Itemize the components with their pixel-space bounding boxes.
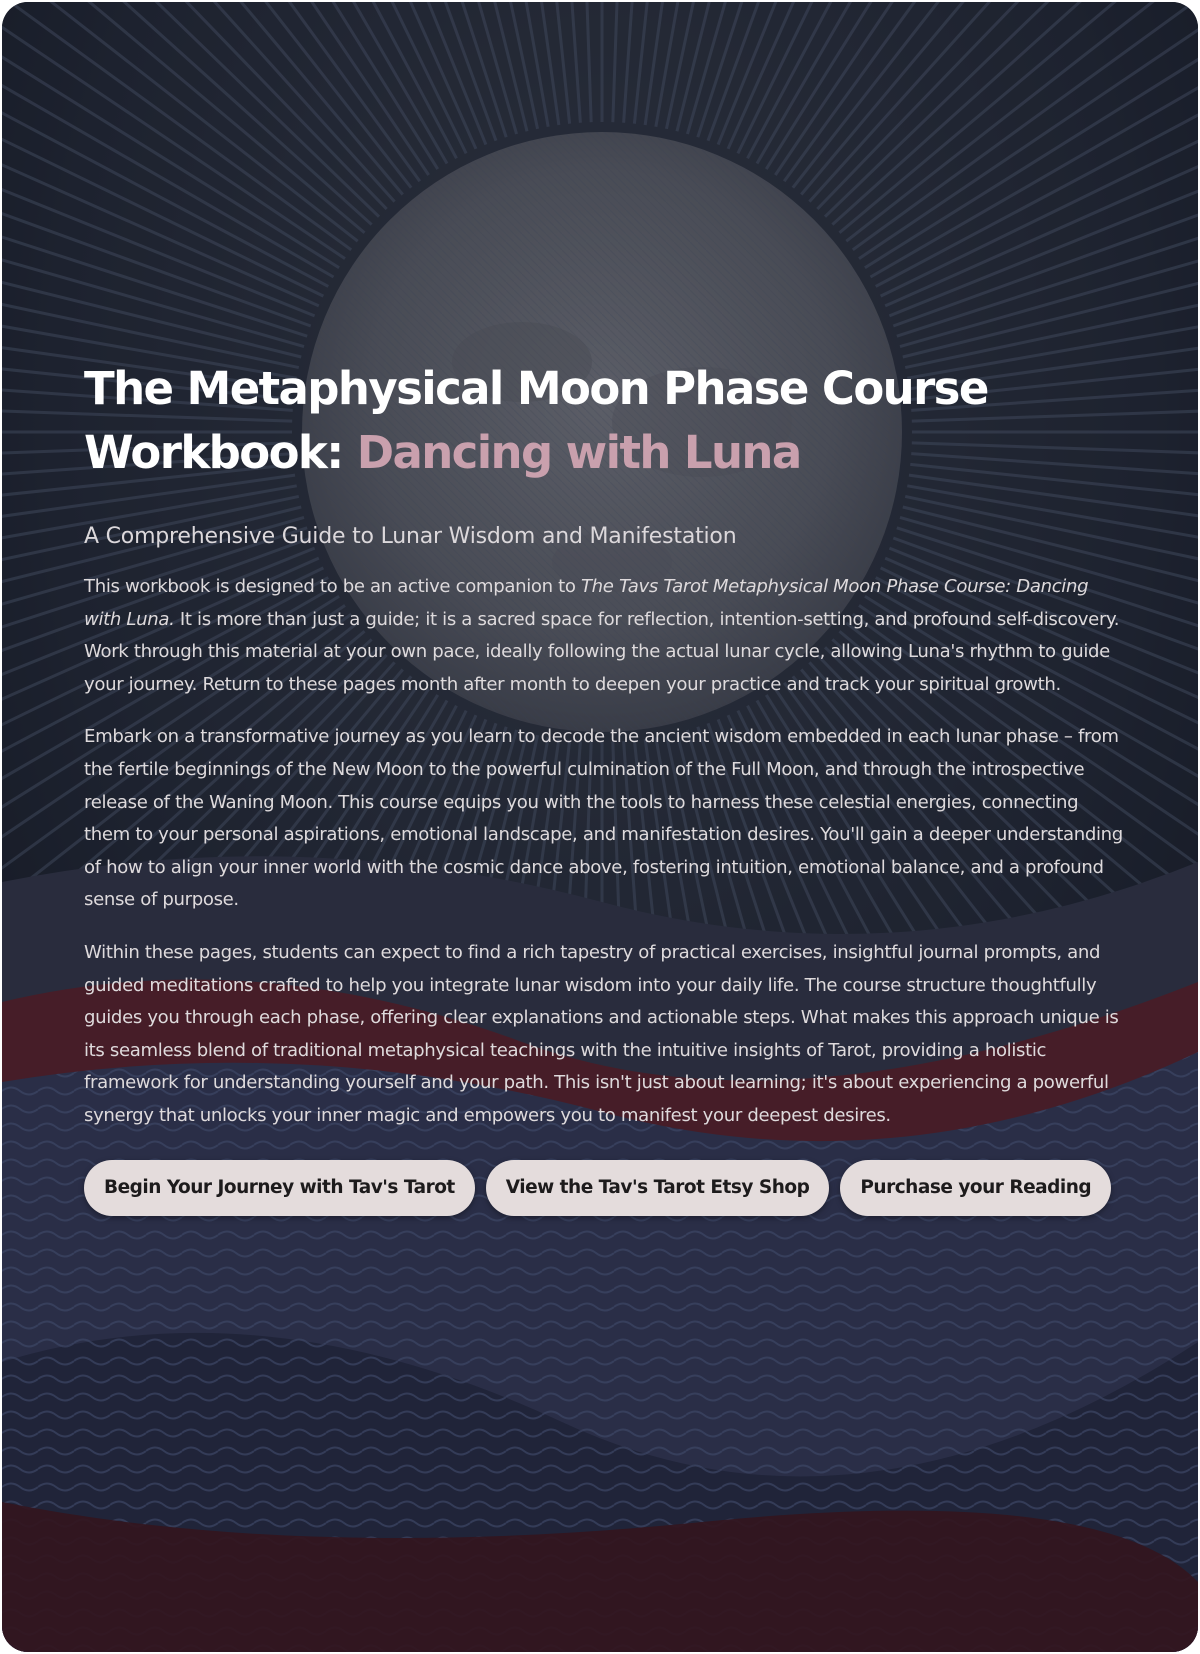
course-title-italic: The Tavs Tarot Metaphysical Moon Phase Course: Dancing with Luna. (84, 576, 1089, 630)
cta-button-group (84, 1160, 1124, 1216)
purchase-reading-button[interactable]: Purchase your Reading (840, 1160, 1111, 1216)
page-subtitle: A Comprehensive Guide to Lunar Wisdom and Manifestation (84, 524, 737, 549)
intro-paragraph (84, 571, 1124, 701)
journey-paragraph: Embark on a transformative journey as you learn to decode the ancient wisdom embedded in each lunar phase – from the fertile beginnings of the New Moon to the powerful culmination of the Full Moon, and through the introspective release of the Waning Moon. This course equips you with the tools to harness these celestial energies, connecting them to your personal aspirations, emotional landscape, and manifestation desires. You'll gain a deeper understanding of how to align your inner world with the cosmic dance above, fostering intuition, emotional balance, and a profound sense of purpose. (84, 726, 1123, 911)
title-accent: Dancing with Luna (356, 426, 801, 479)
hero-section (2, 2, 1198, 1652)
intro-text-end: It is more than just a guide; it is a sacred space for reflection, intention-setting, and profound self-discovery. Work through this material at your own pace, ideally following the actual lunar cycle, allowing Luna's rhythm to guide your journey. Return to these pages month after month to deepen your practice and track your spiritual growth. (84, 608, 1120, 695)
title-main: The Metaphysical Moon Phase Course Workbook: (84, 362, 988, 479)
etsy-shop-button[interactable]: View the Tav's Tarot Etsy Shop (486, 1160, 830, 1216)
hero-content (84, 357, 1124, 1216)
contents-paragraph: Within these pages, students can expect to find a rich tapestry of practical exercises, insightful journal prompts, and guided meditations crafted to help you integrate lunar wisdom into your daily life. The course structure thoughtfully guides you through each phase, offering clear explanations and actionable steps. What makes this approach unique is its seamless blend of traditional metaphysical teachings with the intuitive insights of Tarot, providing a holistic framework for understanding yourself and your path. This isn't just about learning; it's about experiencing a powerful synergy that unlocks your inner magic and empowers you to manifest your deepest desires. (84, 941, 1119, 1126)
begin-journey-button[interactable]: Begin Your Journey with Tav's Tarot (84, 1160, 475, 1216)
intro-text-start: This workbook is designed to be an active companion to (84, 576, 581, 597)
page-title (84, 357, 1124, 485)
